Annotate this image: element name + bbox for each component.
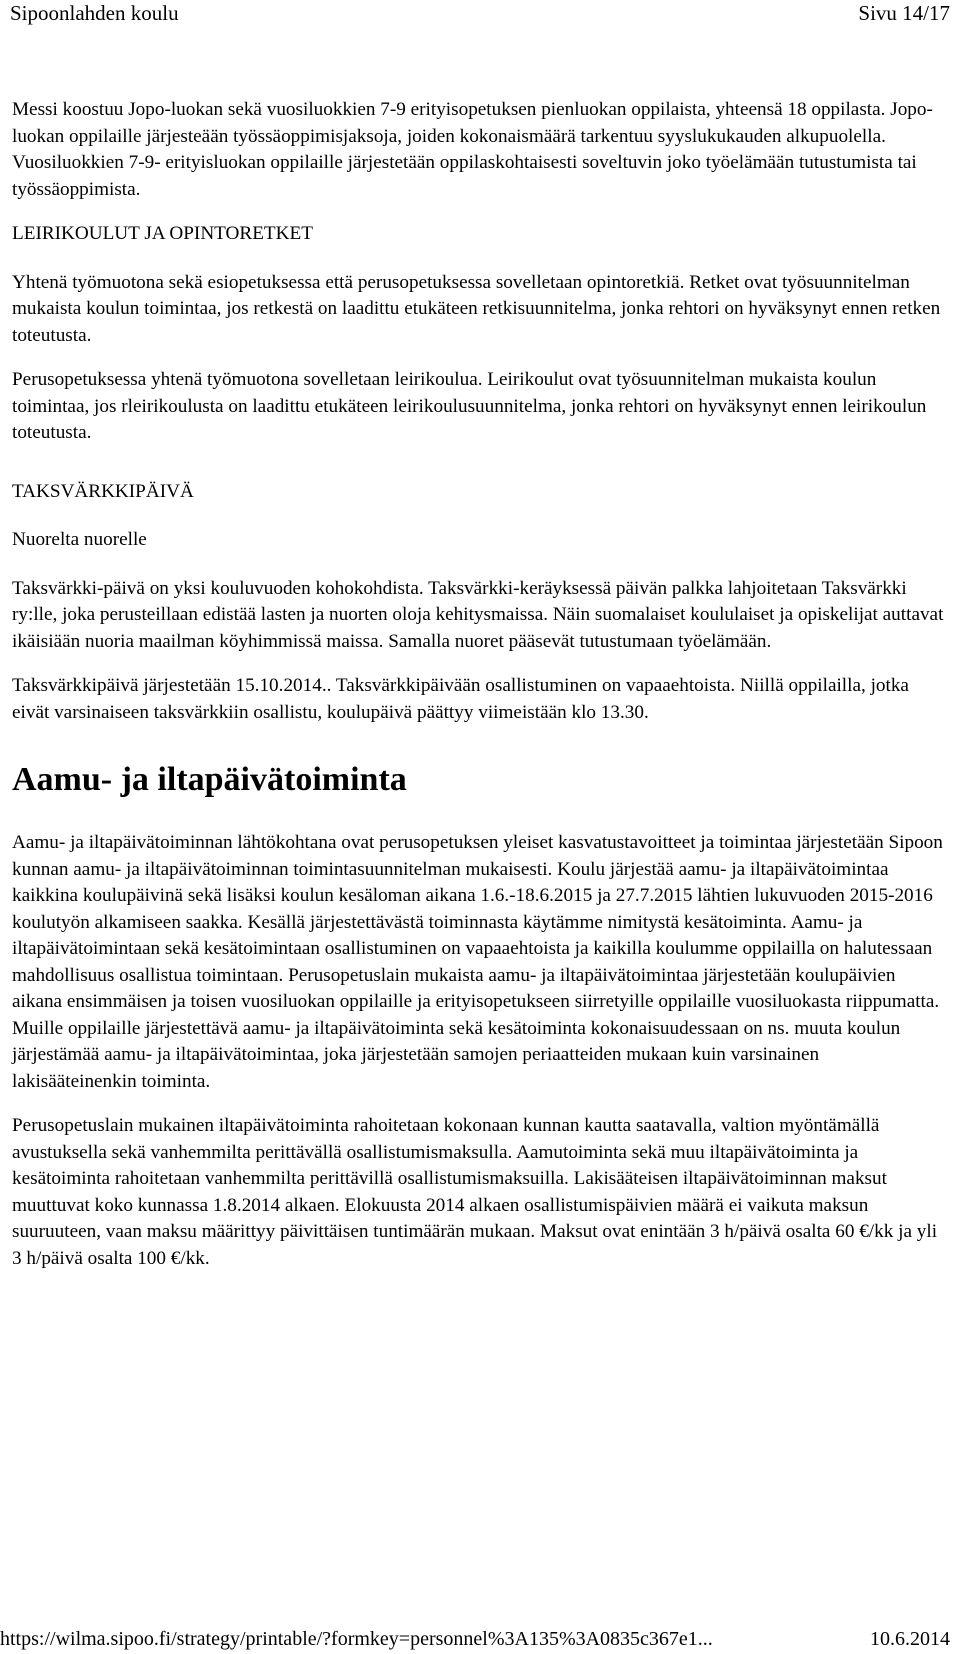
paragraph-taksvarkki-date: Taksvärkkipäivä järjestetään 15.10.2014.. Taksvärkkipäivään osallistuminen on vapaaehtoista. Niillä oppilailla, jotka eivät varsinaiseen taksvärkkiin osallistu, koulupäivä päättyy viimeistään klo 13.30.	[12, 675, 909, 723]
paragraph-rahoitus: Perusopetuslain mukainen iltapäivätoiminta rahoitetaan kokonaan kunnan kautta saatavalla, valtion myöntämällä avustuksella sekä vanhemmilta perittävällä osallistumismaksulla. Aamutoiminta sekä muu iltapäivätoiminta ja kesätoiminta rahoitetaan vanhemmilta perittävillä osallistumismaksuilla. Lakisääteisen iltapäivätoiminnan maksut muuttuvat koko kunnassa 1.8.2014 alkaen. Elokuusta 2014 alkaen osallistumispäivien määrä ei vaikuta maksun suuruuteen, vaan maksu määrittyy päivittäisen tuntimäärän mukaan. Maksut ovat enintään 3 h/päivä osalta 60 €/kk ja yli 3 h/päivä osalta 100 €/kk.	[12, 1115, 938, 1269]
document-body	[12, 97, 944, 1272]
page-footer	[0, 1624, 960, 1654]
heading-taksvarkkipaiva: TAKSVÄRKKIPÄIVÄ	[12, 480, 194, 502]
paragraph-messi: Messi koostuu Jopo-luokan sekä vuosiluokkien 7-9 erityisopetuksen pienluokan oppilaista, yhteensä 18 oppilasta. Jopo-luokan oppilaille järjesteään työssäoppimisjaksoja, joiden kokonaismäärä tarkentuu syyslukukauden alkupuolella. Vuosiluokkien 7-9- erityisluokan oppilaille järjestetään oppilaskohtaisesti soveltuvin joko työelämään tutustumista tai työssäoppimista.	[12, 99, 933, 200]
paragraph-opintoretket: Yhtenä työmuotona sekä esiopetuksessa että perusopetuksessa sovelletaan opintoretkiä. Retket ovat työsuunnitelman mukaista koulun toimintaa, jos retkestä on laadittu etukäteen retkisuunnitelma, jonka rehtori on hyväksynyt ennen retken toteutusta.	[12, 271, 941, 346]
footer-date: 10.6.2014	[870, 1628, 950, 1650]
paragraph-aamu-iltapaiva: Aamu- ja iltapäivätoiminnan lähtökohtana ovat perusopetuksen yleiset kasvatustavoitteet ja toimintaa järjestetään Sipoon kunnan aamu- ja iltapäivätoiminnan toimintasuunnitelman mukaisesti. Koulu järjestää aamu- ja iltapäivätoimintaa kaikkina koulupäivinä sekä lisäksi koulun kesäloman aikana 1.6.-18.6.2015 ja 27.7.2015 lähtien lukuvuoden 2015-2016 koulutyön alkamiseen saakka. Kesällä järjestettävästä toiminnasta käytämme nimitystä kesätoiminta. Aamu- ja iltapäivätoimintaan sekä kesätoimintaan osallistuminen on vapaaehtoista ja kaikilla koulumme oppilailla on halutessaan mahdollisuus osallistua toimintaan. Perusopetuslain mukaista aamu- ja iltapäivätoimintaa järjestetään koulupäivien aikana ensimmäisen ja toisen vuosiluokan oppilaille ja erityisopetukseen siirretyille oppilaille vuosiluokasta riippumatta. Muille oppilaille järjestettävä aamu- ja iltapäivätoiminta sekä kesätoiminta kokonaisuudessaan on ns. muuta koulun järjestämää aamu- ja iltapäivätoimintaa, joka järjestetään samojen periaatteiden mukaan kuin varsinainen lakisääteinenkin toiminta.	[12, 832, 943, 1092]
paragraph-taksvarkki-intro: Taksvärkki-päivä on yksi kouluvuoden kohokohdista. Taksvärkki-keräyksessä päivän palkka lahjoitetaan Taksvärkki ry:lle, joka perusteillaan edistää lasten ja nuorten oloja kehitysmaissa. Näin suomalaiset koululaiset ja opiskelijat auttavat ikäisiään nuoria maailman köyhimmissä maissa. Samalla nuoret pääsevät tutustumaan työelämään.	[12, 577, 944, 652]
subheading-nuorelta-nuorelle: Nuorelta nuorelle	[12, 529, 147, 550]
heading-aamu-iltapaivatoiminta: Aamu- ja iltapäivätoiminta	[12, 761, 407, 798]
paragraph-leirikoulu: Perusopetuksessa yhtenä työmuotona sovelletaan leirikoulua. Leirikoulut ovat työsuunnitelman mukaista koulun toimintaa, jos rleirikoulusta on laadittu etukäteen leirikoulusuunnitelma, jonka rehtori on hyväksynyt ennen leirikoulun toteutusta.	[12, 369, 927, 443]
header-page-number: Sivu 14/17	[858, 1, 950, 25]
heading-leirikoulut: LEIRIKOULUT JA OPINTORETKET	[12, 223, 313, 244]
page-header	[0, 0, 960, 30]
header-school-name: Sipoonlahden koulu	[10, 1, 179, 25]
footer-url: https://wilma.sipoo.fi/strategy/printable/?formkey=personnel%3A135%3A0835c367e1...	[0, 1628, 713, 1650]
